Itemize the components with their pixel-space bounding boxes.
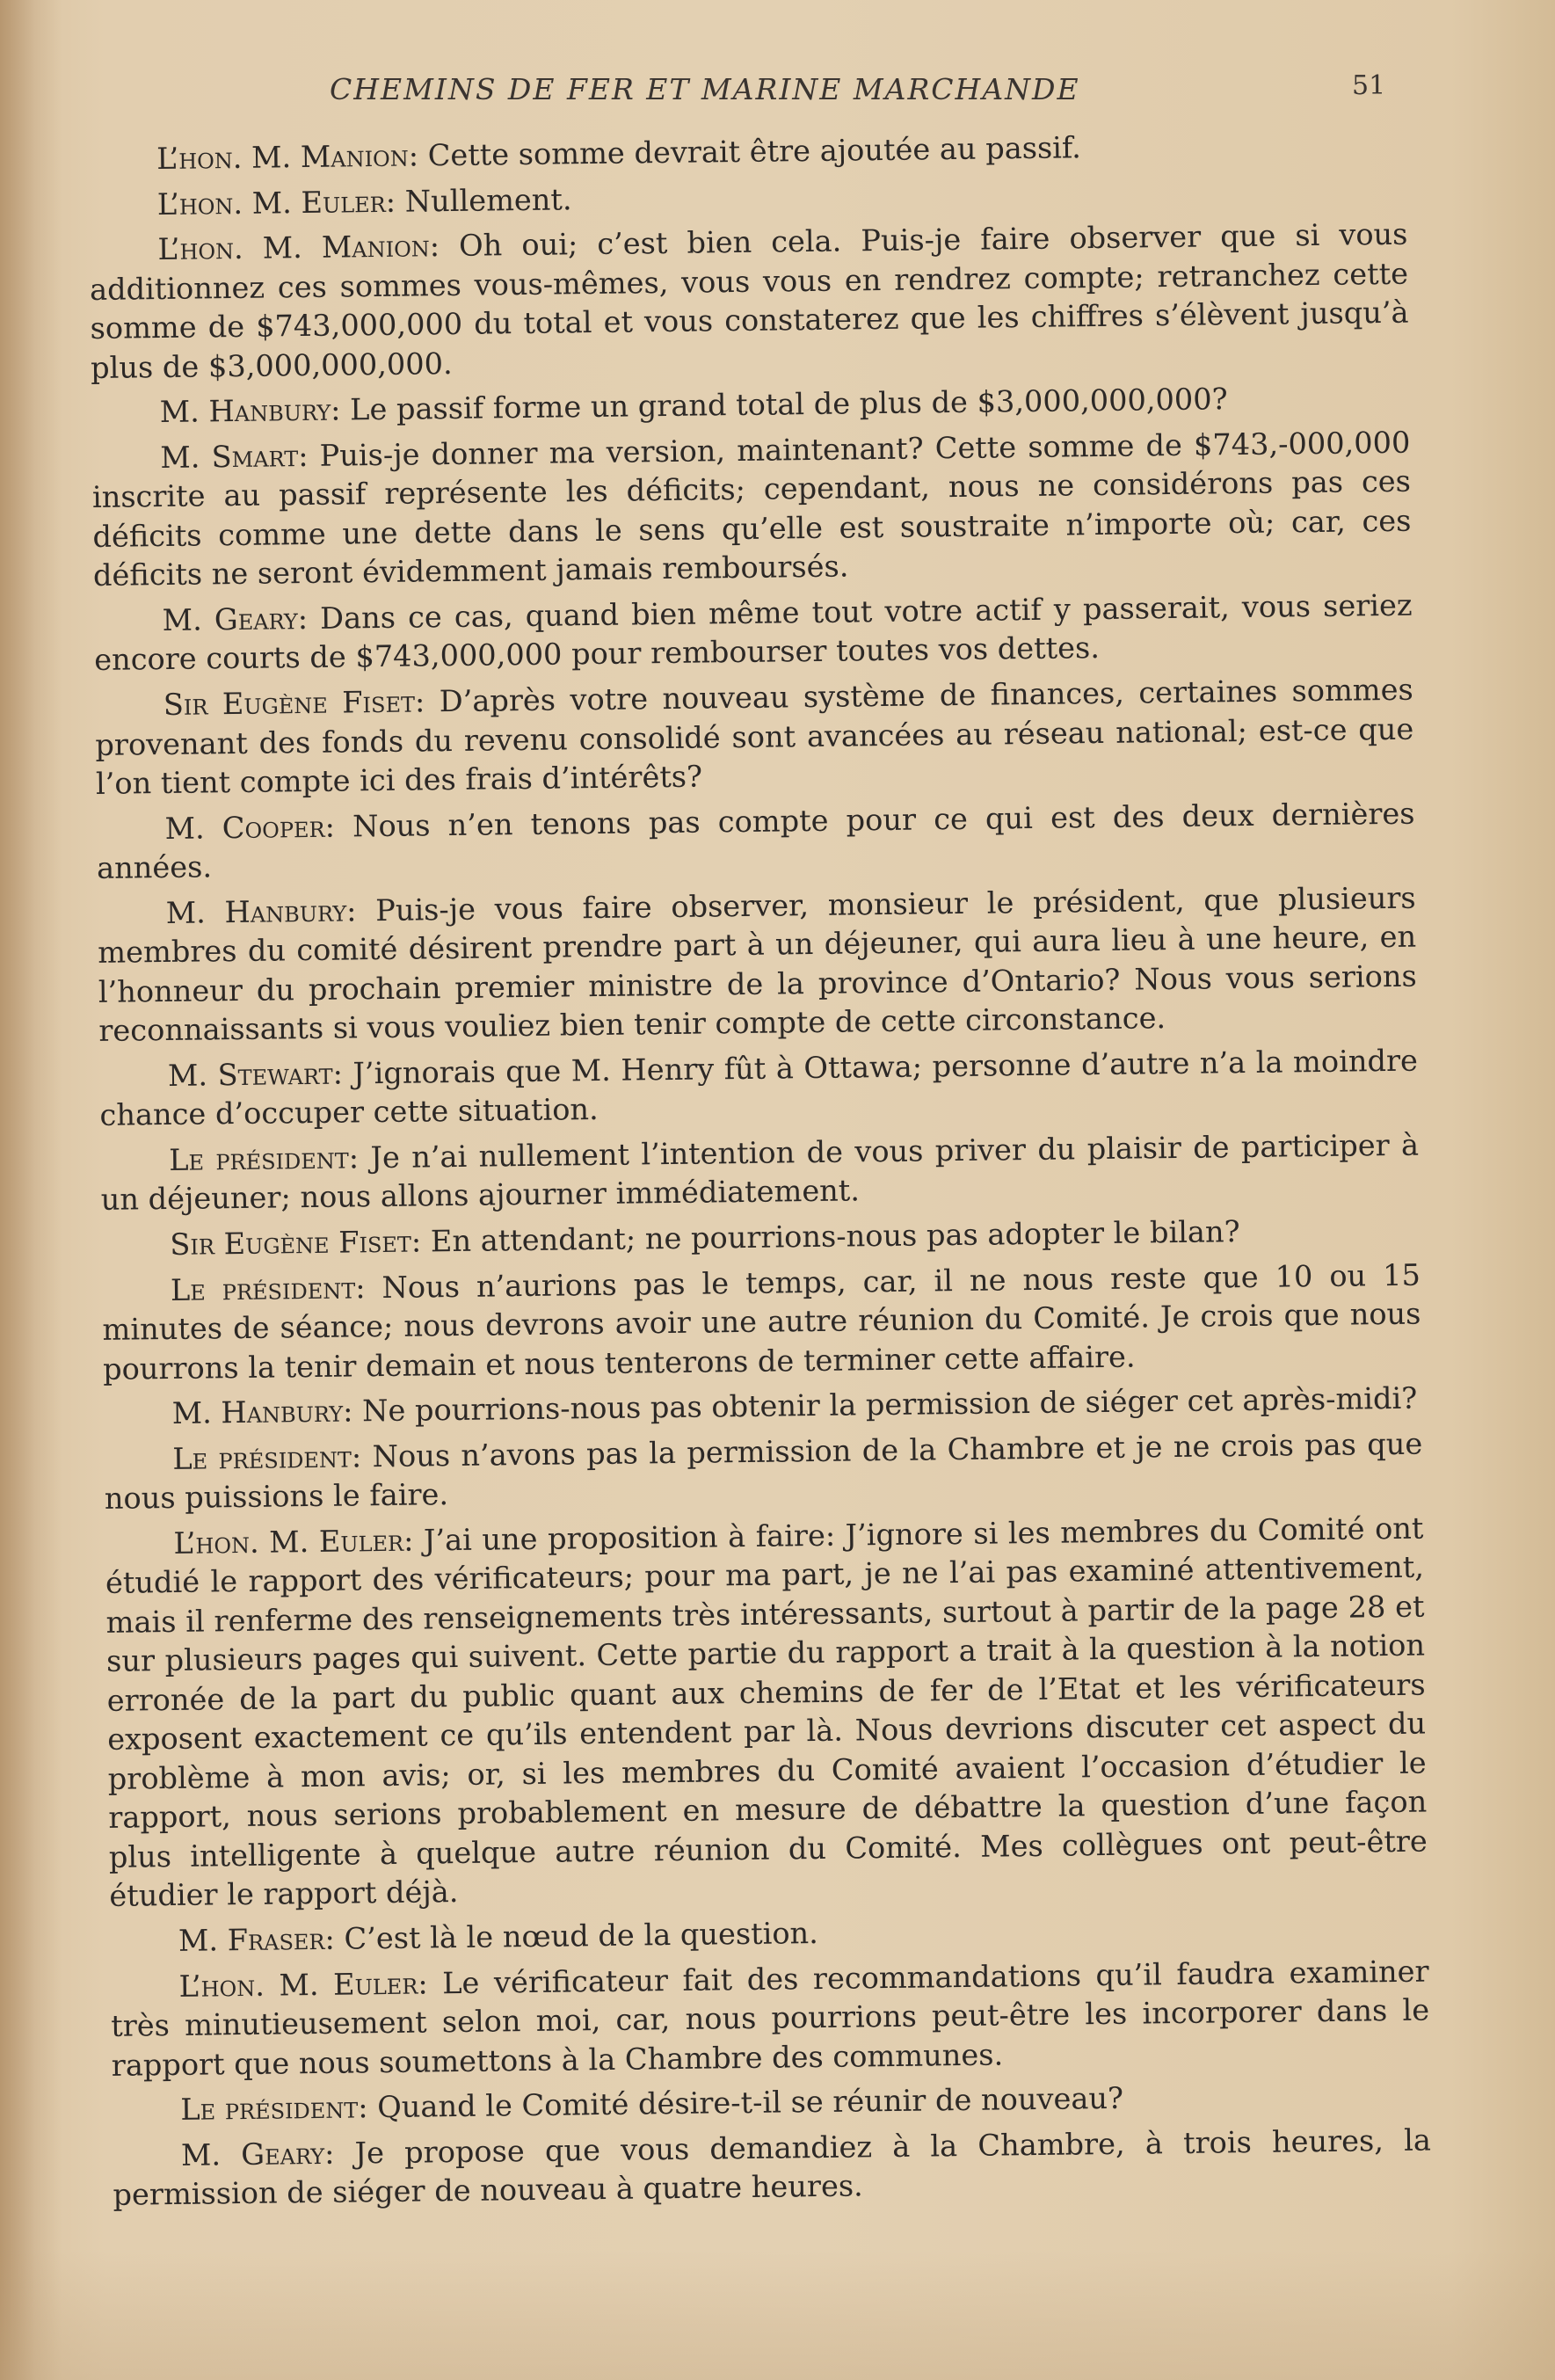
speaker-name: Sir Eugène Fiset:: [163, 684, 425, 723]
page-discoloration: [0, 2251, 1555, 2380]
paragraph-text: Dans ce cas, quand bien même tout votre actif y passerait, vous seriez encore courts de $743,000,000 pour rembourser toutes vos dettes.: [93, 587, 1413, 678]
speaker-name: L’hon. M. Manion:: [157, 229, 440, 267]
paragraph: [105, 1509, 1428, 1916]
paragraph: [102, 1256, 1422, 1389]
paragraph-text: Nous n’aurions pas le temps, car, il ne nous reste que 10 ou 15 minutes de séance; nous devrons avoir une autre réunion du Comité. Je crois que nous pourrons la tenir demain et nous tenterons de terminer cette affaire.: [102, 1257, 1421, 1387]
speaker-name: Le président:: [172, 1439, 362, 1476]
paragraph-text: Ne pourrions-nous pas obtenir la permission de siéger cet après-midi?: [352, 1380, 1418, 1429]
paragraph-text: Nous n’en tenons pas compte pour ce qui est des deux dernières années.: [96, 796, 1415, 886]
paragraph-text: Le vérificateur fait des recommandations qu’il faudra examiner très minutieusement selon moi, car, nous pourrions peut-être les incorporer dans le rapport que nous soumettons à la Chambre des communes.: [110, 1954, 1430, 2083]
speaker-name: M. Hanbury:: [171, 1394, 353, 1431]
speaker-name: M. Hanbury:: [159, 392, 341, 430]
binding-shadow: [0, 0, 62, 2380]
paragraph: [91, 424, 1412, 596]
paragraph: [96, 794, 1415, 888]
paragraph-text: D’après votre nouveau système de finances, certaines sommes provenant des fonds du revenu consolidé sont avancées au réseau national; est-ce que l’on tient compte ici des frais d’intérêts?: [95, 672, 1414, 802]
paragraph-text: J’ai une proposition à faire: J’ignore si les membres du Comité ont étudié le rapport des vérificateurs; pour ma part, je ne l’ai pas examiné attentivement, mais il renferme des renseignements très intéressants, surtout à partir de la page 28 et sur plusieurs pages qui suivent. Cette partie du rapport a trait à la question à la notion erronée de la part du public quant aux chemins de fer de l’Etat et les vérificateurs exposent exactement ce qu’ils entendent par là. Nous devrions discuter cet aspect du problème à mon avis; or, si les membres du Comité avaient l’occasion d’étudier le rapport, nous serions probablement en mesure de débattre la question d’une façon plus intelligente à quelque autre réunion du Comité. Mes collègues ont peut-être étudier le rapport déjà.: [105, 1510, 1428, 1914]
speaker-name: L’hon. M. Euler:: [173, 1523, 414, 1561]
running-title: CHEMINS DE FER ET MARINE MARCHANDE: [330, 72, 1080, 106]
paragraph-text: Je n’ai nullement l’intention de vous priver du plaisir de participer à un déjeuner; nous allons ajourner immédiatement.: [100, 1127, 1420, 1218]
paragraph: [104, 1424, 1423, 1518]
paragraph-text: C’est là le nœud de la question.: [334, 1916, 819, 1956]
paragraph-text: Puis-je donner ma version, maintenant? Cette somme de $743,-000,000 inscrite au passif représente les déficits; cependant, nous ne considérons pas ces déficits comme une dette dans le sens qu’elle est soustraite n’importe où; car, ces déficits ne seront évidemment jamais remboursés.: [91, 425, 1412, 593]
paragraph-text: Oh oui; c’est bien cela. Puis-je faire observer que si vous additionnez ces sommes vous-mêmes, vous vous en rendrez compte; retranchez cette somme de $743,000,000 du total et vous constaterez que les chiffres s’élèvent jusqu’à plus de $3,000,000,000.: [89, 216, 1409, 385]
paragraph: [89, 215, 1409, 388]
speaker-name: M. Cooper:: [164, 809, 336, 846]
speaker-name: L’hon. M. Euler:: [178, 1966, 428, 2004]
speaker-name: L’hon. M. Euler:: [156, 184, 396, 222]
speaker-name: Le président:: [168, 1140, 360, 1177]
paragraph-text: Cette somme devrait être ajoutée au passif.: [418, 130, 1082, 173]
paragraph: [93, 586, 1413, 681]
transcript-body: [88, 125, 1432, 2222]
paragraph: [113, 2121, 1432, 2215]
speaker-name: Le président:: [170, 1270, 366, 1307]
paragraph-text: Quand le Comité désire-t-il se réunir de nouveau?: [367, 2080, 1124, 2125]
speaker-name: Le président:: [180, 2090, 368, 2128]
paragraph-text: J’ignorais que M. Henry fût à Ottawa; personne d’autre n’a la moindre chance d’occuper cette situation.: [99, 1043, 1419, 1133]
paragraph-text: Nullement.: [395, 181, 572, 219]
paragraph: [99, 1041, 1419, 1135]
speaker-name: M. Geary:: [180, 2136, 335, 2173]
speaker-name: M. Smart:: [160, 438, 309, 475]
page-number: 51: [1352, 70, 1386, 101]
paragraph-text: Puis-je vous faire observer, monsieur le président, que plusieurs membres du comité désirent prendre part à un déjeuner, qui aura lieu à une heure, en l’honneur du prochain premier ministre de la province d’Ontario? Nous vous serions reconnaissants si vous vouliez bien tenir compte de cette circonstance.: [98, 880, 1417, 1049]
speaker-name: M. Hanbury:: [165, 893, 357, 930]
paragraph: [100, 1126, 1420, 1220]
paragraph: [110, 1952, 1430, 2085]
paragraph-text: Je propose que vous demandiez à la Chambre, à trois heures, la permission de siéger de nouveau à quatre heures.: [113, 2122, 1432, 2213]
paragraph-text: En attendant; ne pourrions-nous pas adopter le bilan?: [421, 1214, 1240, 1259]
paragraph: [95, 671, 1415, 804]
speaker-name: Sir Eugène Fiset:: [170, 1224, 422, 1262]
speaker-name: M. Fraser:: [178, 1921, 336, 1958]
paragraph-text: Le passif forme un grand total de plus de $3,000,000,000?: [340, 382, 1228, 427]
paragraph: [97, 878, 1417, 1051]
speaker-name: L’hon. M. Manion:: [156, 138, 419, 177]
speaker-name: M. Stewart:: [167, 1056, 344, 1093]
paragraph-text: Nous n’avons pas la permission de la Chambre et je ne crois pas que nous puissions le faire.: [104, 1426, 1423, 1517]
speaker-name: M. Geary:: [162, 600, 309, 637]
